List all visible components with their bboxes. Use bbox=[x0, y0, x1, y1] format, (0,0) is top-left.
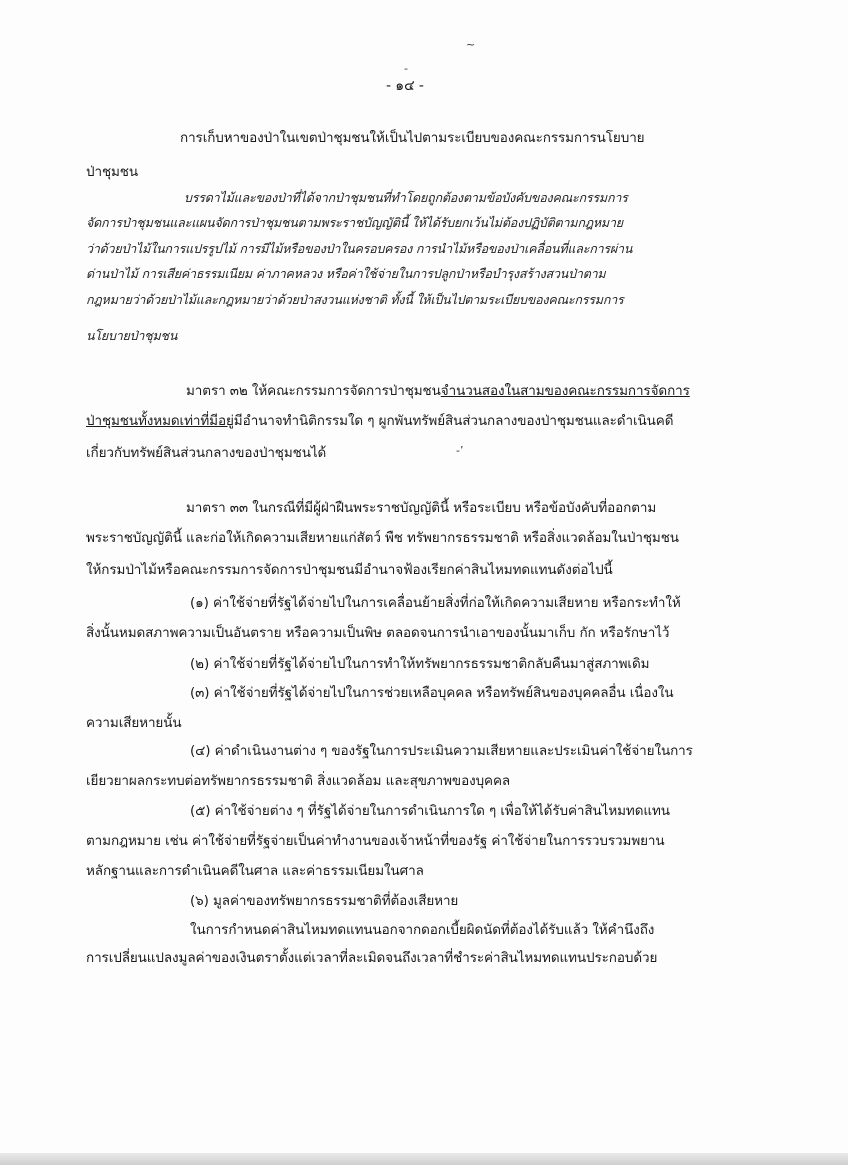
underlined-amendment: ป่าชุมชนทั้งหมดเท่าที่มีอยู่ bbox=[86, 413, 234, 429]
section-32-text: มาตรา ๓๒ ให้คณะกรรมการจัดการป่าชุมชน bbox=[186, 383, 441, 399]
list-item: (๓) ค่าใช้จ่ายที่รัฐได้จ่ายไปในการช่วยเหลือบุคคล หรือทรัพย์สินของบุคคลอื่น เนื่องใน bbox=[190, 685, 674, 701]
list-item: เยียวยาผลกระทบต่อทรัพยากรธรรมชาติ สิ่งแวดล้อม และสุขภาพของบุคคล bbox=[86, 773, 511, 789]
paragraph-line: ในการกำหนดค่าสินไหมทดแทนนอกจากดอกเบี้ยผิดนัดที่ต้องได้รับแล้ว ให้คำนึงถึง bbox=[190, 922, 655, 938]
list-item: ตามกฎหมาย เช่น ค่าใช้จ่ายที่รัฐจ่ายเป็นค่าทำงานของเจ้าหน้าที่ของรัฐ ค่าใช้จ่ายในการรวบรวมพยาน bbox=[86, 833, 665, 849]
handwritten-line: กฎหมายว่าด้วยป่าไม้และกฎหมายว่าด้วยป่าสงวนแห่งชาติ ทั้งนี้ ให้เป็นไปตามระเบียบของคณะกรรมการ bbox=[86, 292, 624, 307]
section-33-line: ให้กรมป่าไม้หรือคณะกรรมการจัดการป่าชุมชนมีอำนาจฟ้องเรียกค่าสินไหมทดแทนดังต่อไปนี้ bbox=[86, 562, 613, 578]
list-item: (๑) ค่าใช้จ่ายที่รัฐได้จ่ายไปในการเคลื่อนย้ายสิ่งที่ก่อให้เกิดความเสียหาย หรือกระทำให้ bbox=[190, 595, 681, 611]
paragraph-line: การเก็บหาของป่าในเขตป่าชุมชนให้เป็นไปตามระเบียบของคณะกรรมการนโยบาย bbox=[180, 130, 645, 146]
section-32-text: มีอำนาจทำนิติกรรมใด ๆ ผูกพันทรัพย์สินส่วนกลางของป่าชุมชนและดำเนินคดี bbox=[233, 413, 674, 429]
section-32-line bbox=[86, 411, 673, 431]
handwritten-line: จัดการป่าชุมชนและแผนจัดการป่าชุมชนตามพระราชบัญญัตินี้ ให้ได้รับยกเว้นไม่ต้องปฏิบัติตามกฎหมาย bbox=[86, 215, 623, 230]
handwritten-line: นโยบายป่าชุมชน bbox=[86, 328, 178, 343]
page-number: - ๑๔ - bbox=[386, 78, 424, 94]
section-33-line: พระราชบัญญัตินี้ และก่อให้เกิดความเสียหายแก่สัตว์ พืช ทรัพยากรธรรมชาติ หรือสิ่งแวดล้อมในป่าชุมชน bbox=[86, 530, 679, 546]
section-32-line bbox=[186, 381, 690, 401]
list-item: (๖) มูลค่าของทรัพยากรธรรมชาติที่ต้องเสียหาย bbox=[190, 893, 459, 909]
handwritten-line: ว่าด้วยป่าไม้ในการแปรรูปไม้ การมีไม้หรือของป่าในครอบครอง การนำไม้หรือของป่าเคลื่อนที่และการผ่าน bbox=[86, 241, 633, 256]
list-item: สิ่งนั้นหมดสภาพความเป็นอันตราย หรือความเป็นพิษ ตลอดจนการนำเอาของนั้นมาเก็บ กัก หรือรักษาไว้ bbox=[86, 625, 670, 641]
paragraph-line: การเปลี่ยนแปลงมูลค่าของเงินตราตั้งแต่เวลาที่ละเมิดจนถึงเวลาที่ชำระค่าสินไหมทดแทนประกอบด้วย bbox=[86, 950, 658, 966]
scan-mark: - bbox=[404, 62, 408, 75]
underlined-amendment: จำนวนสองในสามของคณะกรรมการจัดการ bbox=[440, 383, 690, 399]
list-item: (๔) ค่าดำเนินงานต่าง ๆ ของรัฐในการประเมินความเสียหายและประเมินค่าใช้จ่ายในการ bbox=[190, 743, 693, 759]
scan-mark: -’ bbox=[456, 444, 464, 457]
scan-mark: ~ bbox=[466, 38, 476, 51]
section-33-line: มาตรา ๓๓ ในกรณีที่มีผู้ฝ่าฝืนพระราชบัญญัตินี้ หรือระเบียบ หรือข้อบังคับที่ออกตาม bbox=[186, 500, 657, 516]
scan-bottom-edge bbox=[0, 1153, 848, 1165]
list-item: (๕) ค่าใช้จ่ายต่าง ๆ ที่รัฐได้จ่ายในการดำเนินการใด ๆ เพื่อให้ได้รับค่าสินไหมทดแทน bbox=[190, 803, 670, 819]
section-32-line: เกี่ยวกับทรัพย์สินส่วนกลางของป่าชุมชนได้ bbox=[86, 445, 327, 461]
handwritten-line: ด่านป่าไม้ การเสียค่าธรรมเนียม ค่าภาคหลวง หรือค่าใช้จ่ายในการปลูกป่าหรือบำรุงสร้างสวนป่าตาม bbox=[86, 266, 606, 281]
list-item: (๒) ค่าใช้จ่ายที่รัฐได้จ่ายไปในการทำให้ทรัพยากรธรรมชาติกลับคืนมาสู่สภาพเดิม bbox=[190, 656, 650, 672]
paragraph-line: ป่าชุมชน bbox=[86, 164, 139, 180]
list-item: ความเสียหายนั้น bbox=[86, 715, 182, 731]
list-item: หลักฐานและการดำเนินคดีในศาล และค่าธรรมเนียมในศาล bbox=[86, 863, 424, 879]
handwritten-line: บรรดาไม้และของป่าที่ได้จากป่าชุมชนที่ทำโดยถูกต้องตามข้อบังคับของคณะกรรมการ bbox=[184, 190, 628, 205]
